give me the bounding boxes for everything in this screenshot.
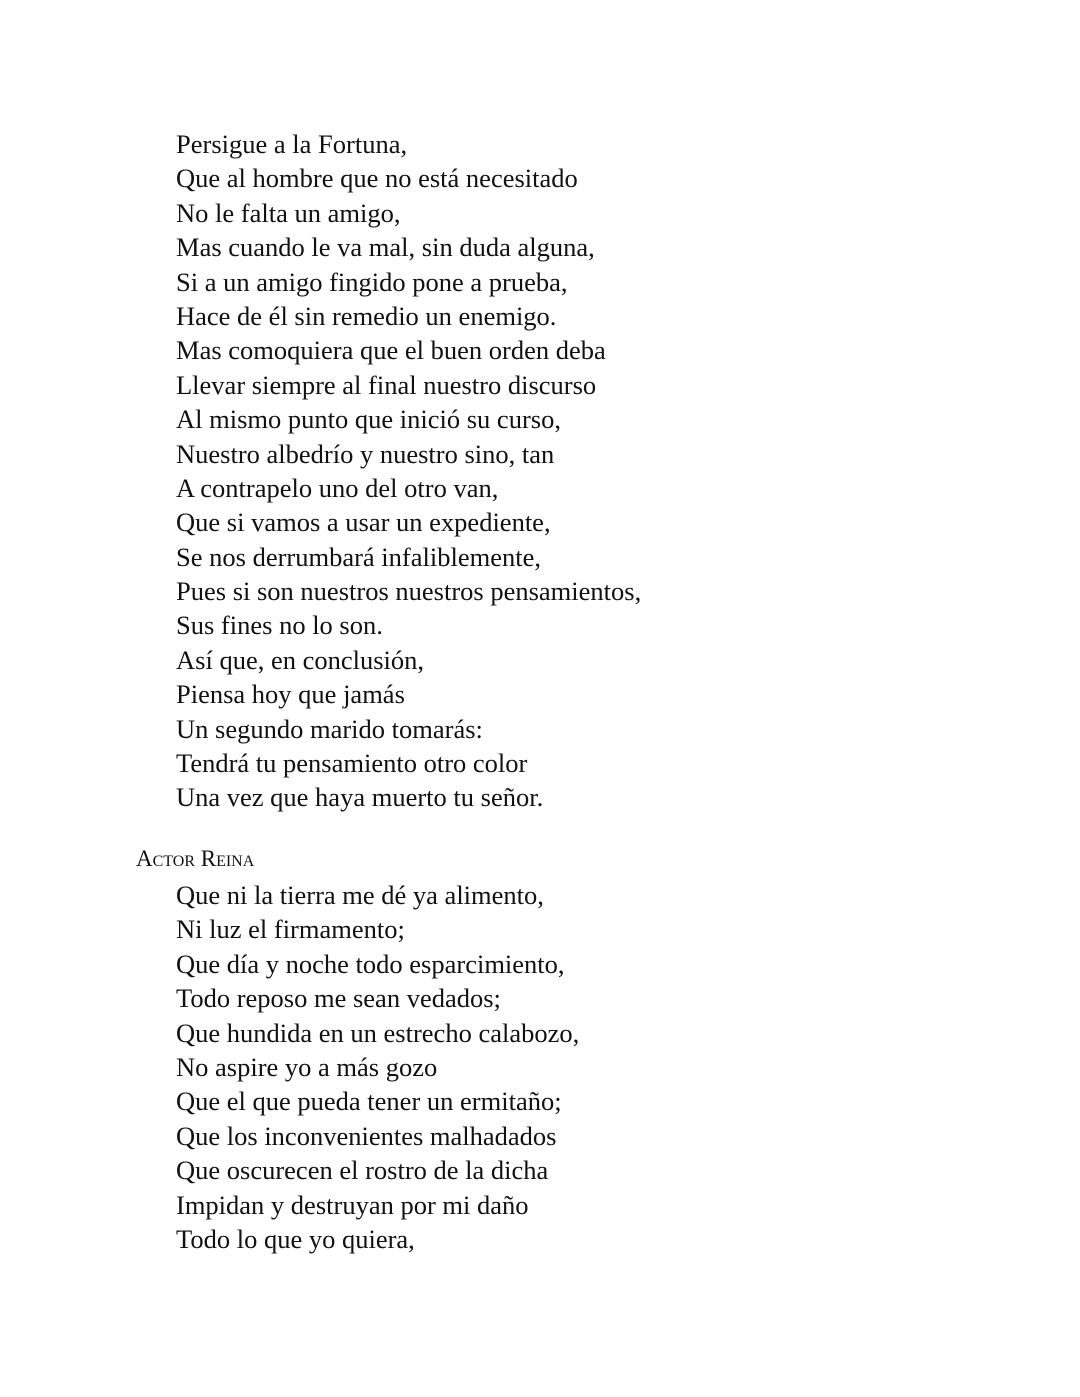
verse-line: Mas comoquiera que el buen orden deba bbox=[176, 335, 606, 366]
verse-line: Mas cuando le va mal, sin duda alguna, bbox=[176, 232, 595, 263]
verse-line: Impidan y destruyan por mi daño bbox=[176, 1189, 529, 1220]
verse-line: Así que, en conclusión, bbox=[176, 644, 425, 675]
verse-line: Que día y noche todo esparcimiento, bbox=[176, 948, 565, 979]
verse-line: Se nos derrumbará infaliblemente, bbox=[176, 541, 541, 572]
verse-line: Hace de él sin remedio un enemigo. bbox=[176, 300, 557, 331]
verse-line: Todo lo que yo quiera, bbox=[176, 1223, 415, 1254]
verse-line: Que oscurecen el rostro de la dicha bbox=[176, 1155, 549, 1186]
verse-line: Al mismo punto que inició su curso, bbox=[176, 404, 561, 435]
speaker-name: Actor Reina bbox=[136, 846, 255, 871]
verse-line: Una vez que haya muerto tu señor. bbox=[176, 782, 544, 813]
verse-line: Que si vamos a usar un expediente, bbox=[176, 507, 551, 538]
verse-line: Si a un amigo fingido pone a prueba, bbox=[176, 266, 568, 297]
verse-line: Un segundo marido tomarás: bbox=[176, 713, 483, 744]
verse-line: No aspire yo a más gozo bbox=[176, 1051, 438, 1082]
verse-line: Que los inconvenientes malhadados bbox=[176, 1120, 557, 1151]
verse-line: Pues si son nuestros nuestros pensamientos, bbox=[176, 576, 642, 607]
verse-line: Que ni la tierra me dé ya alimento, bbox=[176, 880, 544, 910]
verse-line: Tendrá tu pensamiento otro color bbox=[176, 748, 528, 779]
verse-line: Todo reposo me sean vedados; bbox=[176, 983, 501, 1014]
verse-line: Que el que pueda tener un ermitaño; bbox=[176, 1086, 562, 1117]
verse-line: Persigue a la Fortuna, bbox=[176, 129, 408, 159]
verse-line: Nuestro albedrío y nuestro sino, tan bbox=[176, 438, 555, 469]
verse-stanza-1 bbox=[176, 127, 641, 815]
verse-line: No le falta un amigo, bbox=[176, 197, 401, 228]
verse-line: Que hundida en un estrecho calabozo, bbox=[176, 1017, 580, 1048]
verse-line: Piensa hoy que jamás bbox=[176, 679, 405, 710]
verse-line: Llevar siempre al final nuestro discurso bbox=[176, 369, 597, 400]
verse-line: Ni luz el firmamento; bbox=[176, 914, 405, 945]
verse-line: Sus fines no lo son. bbox=[176, 610, 383, 641]
verse-stanza-2 bbox=[176, 878, 579, 1256]
verse-line: A contrapelo uno del otro van, bbox=[176, 472, 499, 503]
verse-line: Que al hombre que no está necesitado bbox=[176, 163, 578, 194]
